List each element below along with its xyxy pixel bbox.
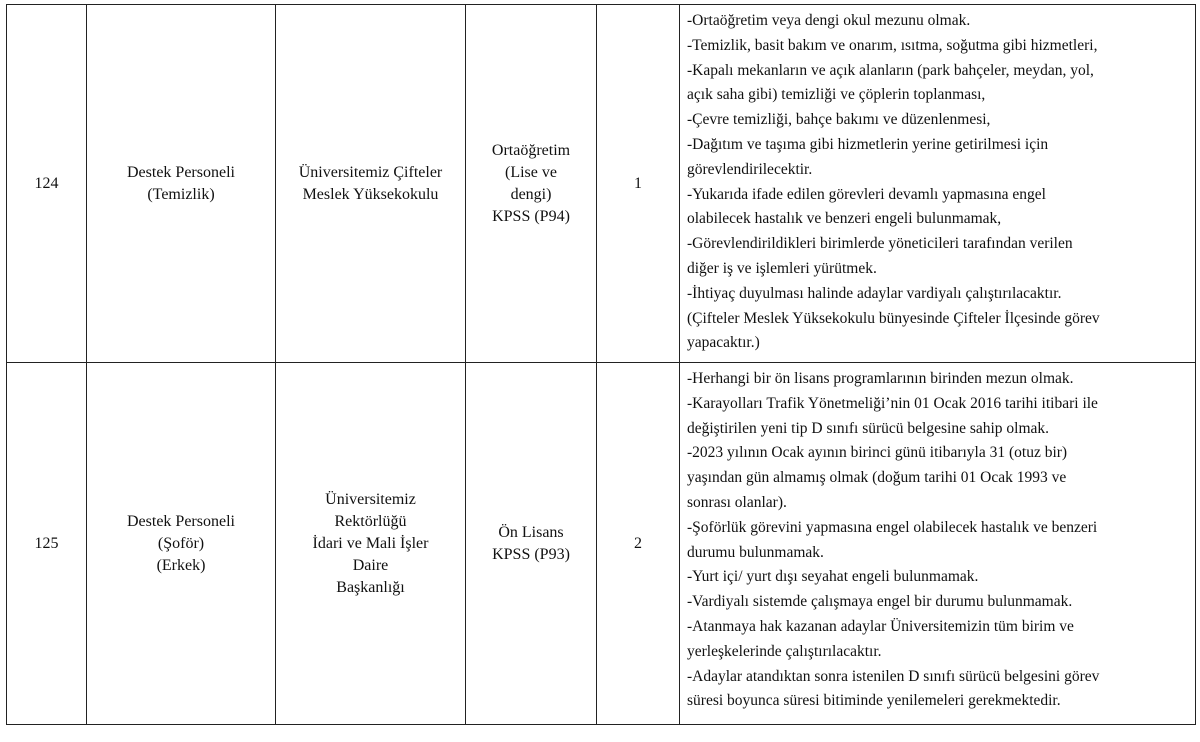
requirement-line: sonrası olanlar). bbox=[687, 493, 787, 511]
requirement-line: -Temizlik, basit bakım ve onarım, ısıtma, soğutma gibi hizmetleri, bbox=[687, 36, 1098, 54]
position-title-line: (Temizlik) bbox=[147, 185, 215, 203]
unit-line: İdari ve Mali İşler bbox=[312, 534, 429, 552]
unit-line: Meslek Yüksekokulu bbox=[302, 185, 439, 203]
requirement-line: olabilecek hastalık ve benzeri engeli bulunmamak, bbox=[687, 210, 1002, 228]
requirements-cell bbox=[680, 5, 1196, 363]
education-line: dengi) bbox=[510, 185, 552, 203]
position-number: 125 bbox=[34, 534, 59, 552]
requirement-line: -Kapalı mekanların ve açık alanların (park bahçeler, meydan, yol, bbox=[687, 61, 1094, 79]
unit-cell bbox=[276, 5, 466, 363]
requirement-line: görevlendirilecektir. bbox=[687, 160, 813, 178]
unit-cell bbox=[276, 363, 466, 725]
position-title-line: (Şoför) bbox=[157, 534, 205, 552]
requirements-cell bbox=[680, 363, 1196, 725]
requirement-line: değiştirilen yeni tip D sınıfı sürücü belgesine sahip olmak. bbox=[687, 419, 1050, 437]
position-title-line: Destek Personeli bbox=[127, 163, 235, 181]
requirement-line: -Dağıtım ve taşıma gibi hizmetlerin yerine getirilmesi için bbox=[687, 135, 1049, 153]
requirement-line: -İhtiyaç duyulması halinde adaylar vardiyalı çalıştırılacaktır. bbox=[687, 284, 1062, 302]
quota-cell bbox=[597, 5, 680, 363]
position-title-line: (Erkek) bbox=[156, 556, 206, 574]
unit-line: Başkanlığı bbox=[336, 578, 405, 596]
requirement-line: -Adaylar atandıktan sonra istenilen D sınıfı sürücü belgesini görev bbox=[687, 667, 1100, 685]
requirement-line: -Karayolları Trafik Yönetmeliği’nin 01 Ocak 2016 tarihi itibari ile bbox=[687, 394, 1098, 412]
education-line: Ön Lisans bbox=[498, 523, 564, 541]
quota-count: 2 bbox=[634, 534, 642, 552]
education-line: (Lise ve bbox=[505, 163, 557, 181]
requirement-line: -Atanmaya hak kazanan adaylar Üniversitemizin tüm birim ve bbox=[687, 617, 1074, 635]
education-cell bbox=[466, 363, 597, 725]
education-line: KPSS (P94) bbox=[492, 207, 570, 225]
requirement-line: -Şoförlük görevini yapmasına engel olabilecek hastalık ve benzeri bbox=[687, 518, 1098, 536]
requirement-line: -2023 yılının Ocak ayının birinci günü itibarıyla 31 (otuz bir) bbox=[687, 444, 1068, 462]
position-title-cell bbox=[87, 363, 276, 725]
requirement-line: yaşından gün almamış olmak (doğum tarihi 01 Ocak 1993 ve bbox=[687, 469, 1067, 487]
unit-line: Üniversitemiz Çifteler bbox=[298, 163, 443, 181]
requirement-line: -Görevlendirildikleri birimlerde yöneticileri tarafından verilen bbox=[687, 235, 1073, 253]
quota-count: 1 bbox=[634, 174, 642, 192]
requirement-line: -Vardiyalı sistemde çalışmaya engel bir durumu bulunmamak. bbox=[687, 593, 1073, 611]
education-line: KPSS (P93) bbox=[492, 545, 570, 563]
position-title-line: Destek Personeli bbox=[127, 512, 235, 530]
unit-line: Daire bbox=[352, 556, 389, 574]
requirement-line: -Çevre temizliği, bahçe bakımı ve düzenlenmesi, bbox=[687, 111, 991, 129]
requirement-line: diğer iş ve işlemleri yürütmek. bbox=[687, 259, 877, 277]
education-line: Ortaöğretim bbox=[491, 141, 571, 159]
requirement-line: açık saha gibi) temizliği ve çöplerin toplanması, bbox=[687, 86, 986, 104]
unit-line: Üniversitemiz bbox=[325, 490, 416, 508]
requirement-line: yapacaktır.) bbox=[687, 334, 760, 352]
staff-positions-table bbox=[6, 4, 1196, 725]
requirement-line: -Ortaöğretim veya dengi okul mezunu olmak. bbox=[687, 12, 971, 29]
requirement-line: -Herhangi bir ön lisans programlarının birinden mezun olmak. bbox=[687, 370, 1074, 387]
requirement-line: durumu bulunmamak. bbox=[687, 543, 824, 561]
position-number: 124 bbox=[34, 174, 59, 192]
requirement-line: yerleşkelerinde çalıştırılacaktır. bbox=[687, 642, 882, 660]
requirement-line: (Çifteler Meslek Yüksekokulu bünyesinde Çifteler İlçesinde görev bbox=[687, 309, 1100, 327]
table-row bbox=[7, 5, 1196, 363]
quota-cell bbox=[597, 363, 680, 725]
unit-line: Rektörlüğü bbox=[334, 512, 407, 530]
position-number-cell bbox=[7, 5, 87, 363]
requirement-line: -Yurt içi/ yurt dışı seyahat engeli bulunmamak. bbox=[687, 568, 979, 586]
requirement-line: süresi boyunca süresi bitiminde yenilemeleri gerekmektedir. bbox=[687, 692, 1061, 710]
table-row bbox=[7, 363, 1196, 725]
position-title-cell bbox=[87, 5, 276, 363]
education-cell bbox=[466, 5, 597, 363]
position-number-cell bbox=[7, 363, 87, 725]
requirement-line: -Yukarıda ifade edilen görevleri devamlı yapmasına engel bbox=[687, 185, 1046, 203]
